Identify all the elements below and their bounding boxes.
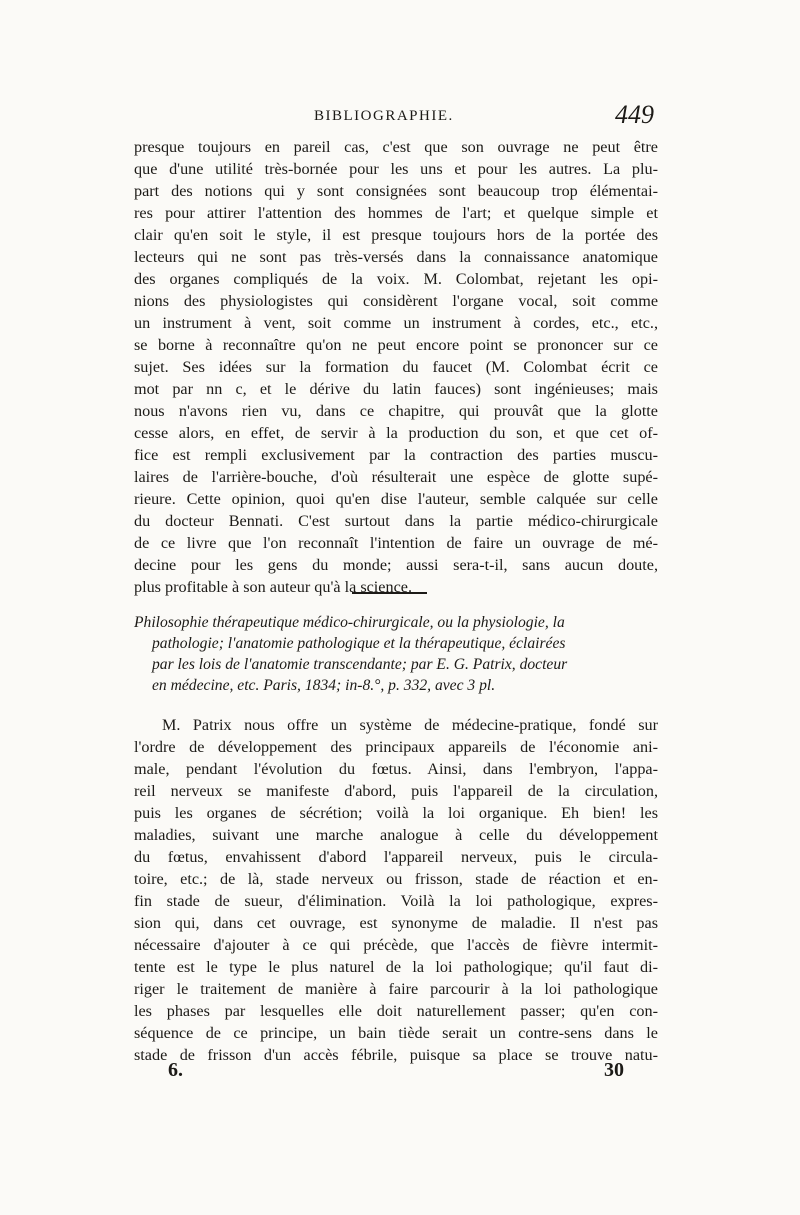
- citation-line: pathologie; l'anatomie pathologique et la thérapeutique, éclairées: [152, 635, 566, 652]
- text-line: sujet. Ses idées sur la formation du faucet (M. Colombat écrit ce: [134, 358, 658, 376]
- text-line: tente est le type le plus naturel de la loi pathologique; qu'il faut di-: [134, 958, 658, 976]
- text-line: clair qu'en soit le style, il est presque toujours hors de la portée des: [134, 226, 658, 244]
- citation-line: en médecine, etc. Paris, 1834; in-8.°, p. 332, avec 3 pl.: [152, 677, 496, 694]
- text-line: toire, etc.; de là, stade nerveux ou frisson, stade de réaction et en-: [134, 870, 658, 888]
- text-line: fice est rempli exclusivement par la contraction des parties muscu-: [134, 446, 658, 464]
- text-line: laires de l'arrière-bouche, d'où résulterait une espèce de glotte supé-: [134, 468, 658, 486]
- running-title: BIBLIOGRAPHIE.: [314, 108, 454, 124]
- page-footer: [158, 1059, 624, 1083]
- text-line: M. Patrix nous offre un système de médecine-pratique, fondé sur: [162, 716, 658, 734]
- citation-line: Philosophie thérapeutique médico-chirurgicale, ou la physiologie, la: [134, 614, 565, 631]
- text-line: decine pour les gens du monde; aussi sera-t-il, sans aucun doute,: [134, 556, 658, 574]
- text-line: du fœtus, envahissent d'abord l'appareil nerveux, puis le circula-: [134, 848, 658, 866]
- text-line: rieure. Cette opinion, quoi qu'en dise l'auteur, semble calquée sur celle: [134, 490, 658, 508]
- text-line: nécessaire d'ajouter à ce qui précède, que l'accès de fièvre intermit-: [134, 936, 658, 954]
- paragraph-review-colombat: [134, 136, 658, 598]
- text-line: reil nerveux se manifeste d'abord, puis l'appareil de la circulation,: [134, 782, 658, 800]
- text-line: fin stade de sueur, d'élimination. Voilà la loi pathologique, expres-: [134, 892, 658, 910]
- text-line: du docteur Bennati. C'est surtout dans la partie médico-chirurgicale: [134, 512, 658, 530]
- bibliographic-citation: [134, 612, 658, 696]
- text-line: sion qui, dans cet ouvrage, est synonyme de maladie. Il n'est pas: [134, 914, 658, 932]
- text-line: les phases par lesquelles elle doit naturellement passer; qu'en con-: [134, 1002, 658, 1020]
- text-line: des organes compliqués de la voix. M. Colombat, rejetant les opi-: [134, 270, 658, 288]
- text-line: plus profitable à son auteur qu'à la science.: [134, 578, 413, 596]
- text-line: part des notions qui y sont consignées sont beaucoup trop élémentai-: [134, 182, 658, 200]
- text-line: nous n'avons rien vu, dans ce chapitre, qui prouvât que la glotte: [134, 402, 658, 420]
- text-line: un instrument à vent, soit comme un instrument à cordes, etc., etc.,: [134, 314, 658, 332]
- signature-mark-left: 6.: [168, 1059, 183, 1081]
- text-line: nions des physiologistes qui considèrent l'organe vocal, soit comme: [134, 292, 658, 310]
- page-number: 449: [615, 100, 654, 129]
- text-line: de ce livre que l'on reconnaît l'intention de faire un ouvrage de mé-: [134, 534, 658, 552]
- signature-mark-right: 30: [604, 1059, 624, 1081]
- section-divider: [352, 592, 427, 594]
- text-line: que d'une utilité très-bornée pour les uns et pour les autres. La plu-: [134, 160, 658, 178]
- text-line: presque toujours en pareil cas, c'est que son ouvrage ne peut être: [134, 138, 658, 156]
- page-header: [134, 100, 658, 134]
- text-line: puis les organes de sécrétion; voilà la loi organique. Eh bien! les: [134, 804, 658, 822]
- text-line: male, pendant l'évolution du fœtus. Ainsi, dans l'embryon, l'appa-: [134, 760, 658, 778]
- text-line: séquence de ce principe, un bain tiède serait un contre-sens dans le: [134, 1024, 658, 1042]
- text-line: lecteurs qui ne sont pas très-versés dans la connaissance anatomique: [134, 248, 658, 266]
- paragraph-review-patrix: [134, 714, 658, 1066]
- citation-line: par les lois de l'anatomie transcendante; par E. G. Patrix, docteur: [152, 656, 568, 673]
- text-line: l'ordre de développement des principaux appareils de l'économie ani-: [134, 738, 658, 756]
- text-line: cesse alors, en effet, de servir à la production du son, et que cet of-: [134, 424, 658, 442]
- text-line: riger le traitement de manière à faire parcourir à la loi pathologique: [134, 980, 658, 998]
- text-line: se borne à reconnaître qu'on ne peut encore point se prononcer sur ce: [134, 336, 658, 354]
- text-line: stade de frisson d'un accès fébrile, puisque sa place se trouve natu-: [134, 1046, 658, 1064]
- text-line: mot par nn c, et le dérive du latin fauces) sont ingénieuses; mais: [134, 380, 658, 398]
- text-line: maladies, suivant une marche analogue à celle du développement: [134, 826, 658, 844]
- text-line: res pour attirer l'attention des hommes de l'art; et quelque simple et: [134, 204, 658, 222]
